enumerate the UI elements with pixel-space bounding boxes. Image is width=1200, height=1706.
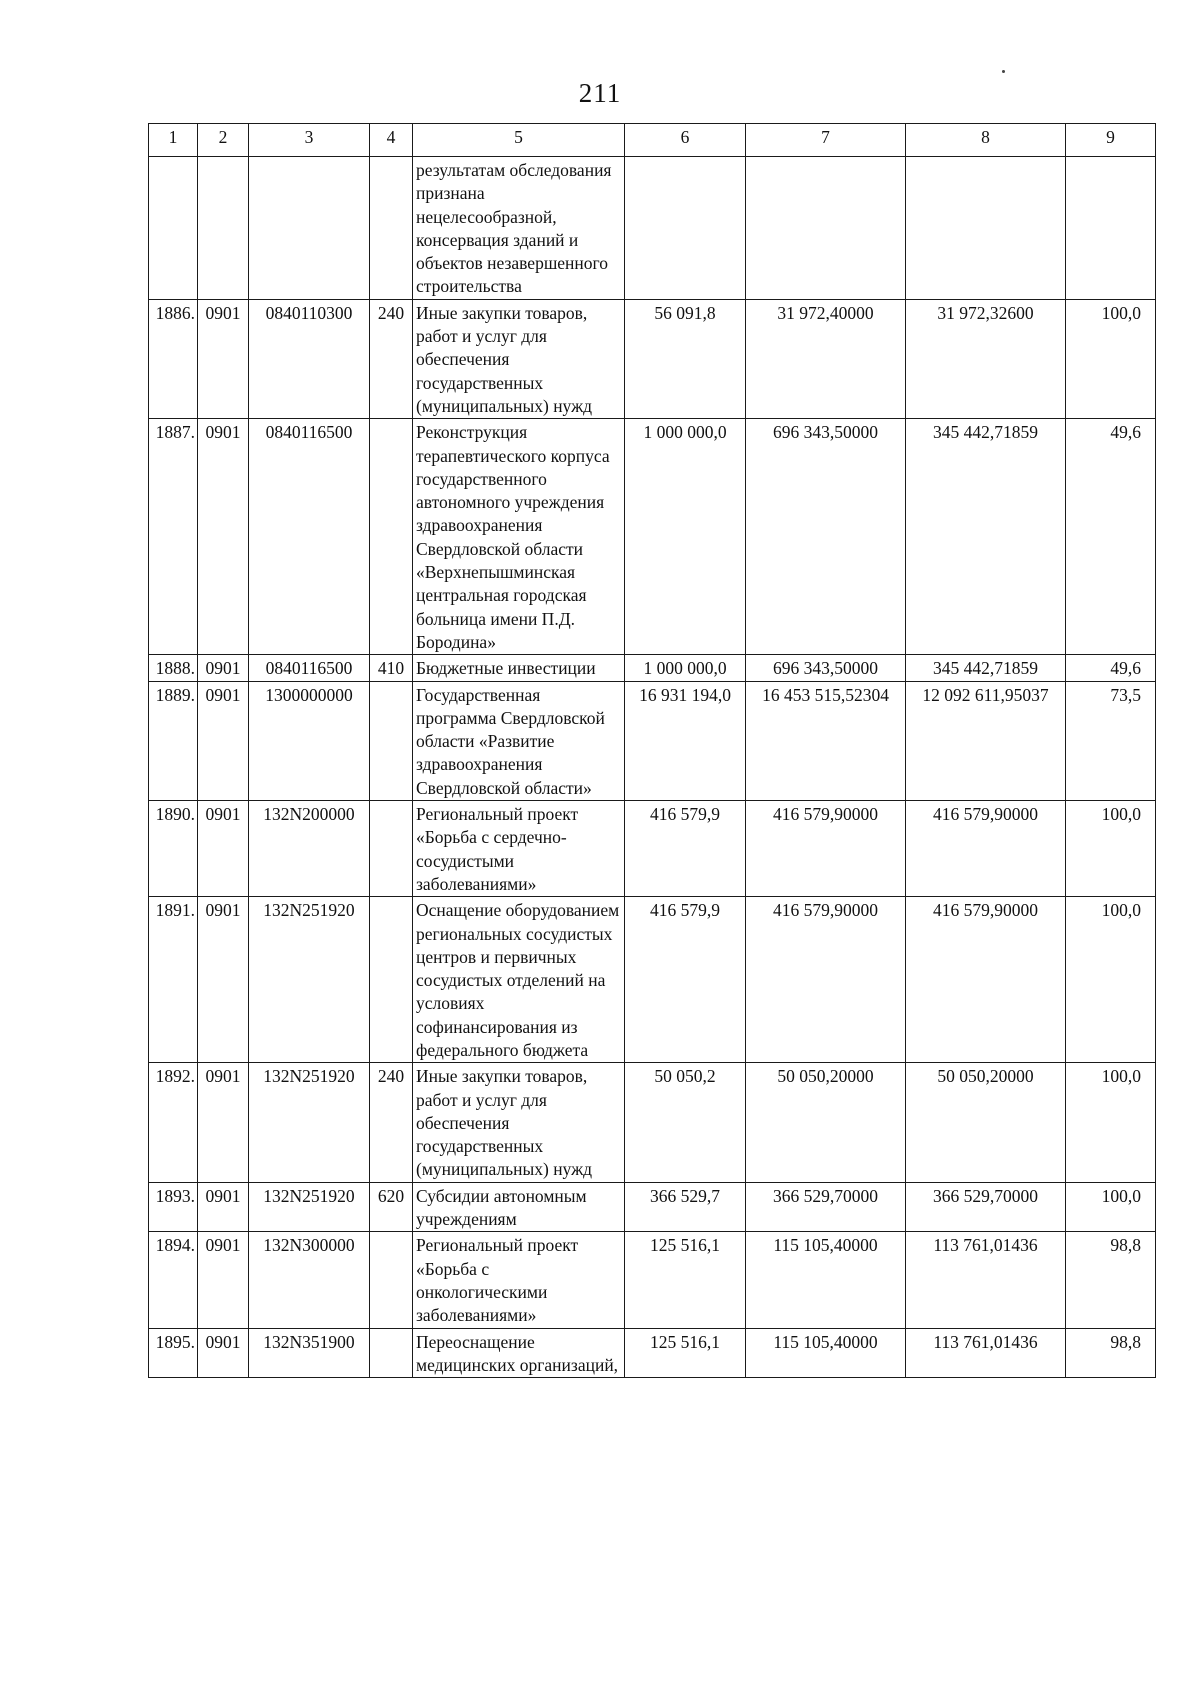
table-row xyxy=(149,157,1156,300)
percent-col9: 100,0 xyxy=(1066,299,1156,418)
value-col8: 50 050,20000 xyxy=(906,1063,1066,1182)
header-cell: 8 xyxy=(906,124,1066,157)
value-col8: 345 442,71859 xyxy=(906,419,1066,655)
item-name: Бюджетные инвестиции xyxy=(413,655,625,681)
row-number: 1888. xyxy=(149,655,198,681)
row-number xyxy=(149,157,198,300)
value-col8: 31 972,32600 xyxy=(906,299,1066,418)
value-col8: 113 761,01436 xyxy=(906,1328,1066,1378)
expense-kind xyxy=(370,419,413,655)
section-code: 0901 xyxy=(198,1232,249,1328)
item-name: Иные закупки товаров, работ и услуг для обеспечения государственных (муниципальных) нужд xyxy=(413,1063,625,1182)
item-name: Реконструкция терапевтического корпуса государственного автономного учреждения здравоохранения Свердловской области «Верхнепышминская центральная городская больница имени П.Д. Бородина» xyxy=(413,419,625,655)
table-row xyxy=(149,299,1156,418)
header-cell: 3 xyxy=(249,124,370,157)
percent-col9: 98,8 xyxy=(1066,1232,1156,1328)
value-col7: 115 105,40000 xyxy=(746,1232,906,1328)
row-number: 1895. xyxy=(149,1328,198,1378)
row-number: 1893. xyxy=(149,1182,198,1232)
value-col8: 366 529,70000 xyxy=(906,1182,1066,1232)
target-code: 0840116500 xyxy=(249,655,370,681)
value-col8: 416 579,90000 xyxy=(906,801,1066,897)
percent-col9: 100,0 xyxy=(1066,801,1156,897)
page-number: 211 xyxy=(578,78,622,108)
value-col6: 56 091,8 xyxy=(625,299,746,418)
expense-kind xyxy=(370,681,413,800)
percent-col9: 100,0 xyxy=(1066,1182,1156,1232)
section-code: 0901 xyxy=(198,1182,249,1232)
item-name: Государственная программа Свердловской области «Развитие здравоохранения Свердловской области» xyxy=(413,681,625,800)
value-col6 xyxy=(625,157,746,300)
scan-speck xyxy=(1002,70,1005,73)
percent-col9 xyxy=(1066,157,1156,300)
expense-kind xyxy=(370,801,413,897)
target-code: 1300000000 xyxy=(249,681,370,800)
table-row xyxy=(149,1232,1156,1328)
value-col6: 416 579,9 xyxy=(625,897,746,1063)
target-code: 132N200000 xyxy=(249,801,370,897)
target-code: 132N251920 xyxy=(249,1182,370,1232)
target-code: 132N300000 xyxy=(249,1232,370,1328)
section-code: 0901 xyxy=(198,897,249,1063)
value-col7: 115 105,40000 xyxy=(746,1328,906,1378)
value-col6: 1 000 000,0 xyxy=(625,419,746,655)
section-code: 0901 xyxy=(198,419,249,655)
percent-col9: 49,6 xyxy=(1066,655,1156,681)
table-row xyxy=(149,655,1156,681)
item-name: Субсидии автономным учреждениям xyxy=(413,1182,625,1232)
value-col7: 416 579,90000 xyxy=(746,897,906,1063)
target-code xyxy=(249,157,370,300)
value-col7: 16 453 515,52304 xyxy=(746,681,906,800)
expense-kind xyxy=(370,1232,413,1328)
value-col8 xyxy=(906,157,1066,300)
expense-kind: 410 xyxy=(370,655,413,681)
target-code: 132N251920 xyxy=(249,897,370,1063)
value-col8: 113 761,01436 xyxy=(906,1232,1066,1328)
section-code xyxy=(198,157,249,300)
row-number: 1886. xyxy=(149,299,198,418)
section-code: 0901 xyxy=(198,1063,249,1182)
value-col7: 416 579,90000 xyxy=(746,801,906,897)
item-name: Региональный проект «Борьба с сердечно-сосудистыми заболеваниями» xyxy=(413,801,625,897)
value-col8: 416 579,90000 xyxy=(906,897,1066,1063)
percent-col9: 73,5 xyxy=(1066,681,1156,800)
percent-col9: 100,0 xyxy=(1066,1063,1156,1182)
item-name: результатам обследования признана нецелесообразной, консервация зданий и объектов незавершенного строительства xyxy=(413,157,625,300)
value-col8: 345 442,71859 xyxy=(906,655,1066,681)
value-col7: 31 972,40000 xyxy=(746,299,906,418)
value-col7: 366 529,70000 xyxy=(746,1182,906,1232)
percent-col9: 100,0 xyxy=(1066,897,1156,1063)
value-col6: 416 579,9 xyxy=(625,801,746,897)
item-name: Переоснащение медицинских организаций, xyxy=(413,1328,625,1378)
expense-kind: 240 xyxy=(370,299,413,418)
target-code: 0840110300 xyxy=(249,299,370,418)
table-row xyxy=(149,419,1156,655)
table-row xyxy=(149,801,1156,897)
value-col6: 16 931 194,0 xyxy=(625,681,746,800)
target-code: 132N351900 xyxy=(249,1328,370,1378)
header-cell: 7 xyxy=(746,124,906,157)
section-code: 0901 xyxy=(198,681,249,800)
item-name: Оснащение оборудованием региональных сосудистых центров и первичных сосудистых отделений на условиях софинансирования из федерального бюджета xyxy=(413,897,625,1063)
row-number: 1894. xyxy=(149,1232,198,1328)
value-col6: 125 516,1 xyxy=(625,1328,746,1378)
section-code: 0901 xyxy=(198,1328,249,1378)
value-col6: 1 000 000,0 xyxy=(625,655,746,681)
row-number: 1891. xyxy=(149,897,198,1063)
value-col6: 366 529,7 xyxy=(625,1182,746,1232)
header-cell: 4 xyxy=(370,124,413,157)
value-col7: 50 050,20000 xyxy=(746,1063,906,1182)
table-row xyxy=(149,681,1156,800)
header-cell: 6 xyxy=(625,124,746,157)
expense-kind xyxy=(370,1328,413,1378)
section-code: 0901 xyxy=(198,299,249,418)
item-name: Региональный проект «Борьба с онкологическими заболеваниями» xyxy=(413,1232,625,1328)
table-row xyxy=(149,1328,1156,1378)
table-row xyxy=(149,1182,1156,1232)
target-code: 0840116500 xyxy=(249,419,370,655)
value-col7: 696 343,50000 xyxy=(746,419,906,655)
value-col6: 125 516,1 xyxy=(625,1232,746,1328)
value-col7: 696 343,50000 xyxy=(746,655,906,681)
header-cell: 2 xyxy=(198,124,249,157)
header-cell: 5 xyxy=(413,124,625,157)
row-number: 1887. xyxy=(149,419,198,655)
header-cell: 9 xyxy=(1066,124,1156,157)
value-col8: 12 092 611,95037 xyxy=(906,681,1066,800)
item-name: Иные закупки товаров, работ и услуг для обеспечения государственных (муниципальных) нужд xyxy=(413,299,625,418)
expense-kind: 620 xyxy=(370,1182,413,1232)
percent-col9: 49,6 xyxy=(1066,419,1156,655)
value-col7 xyxy=(746,157,906,300)
table-row xyxy=(149,897,1156,1063)
expense-kind xyxy=(370,157,413,300)
header-row xyxy=(149,124,1156,157)
table-row xyxy=(149,1063,1156,1182)
header-cell: 1 xyxy=(149,124,198,157)
target-code: 132N251920 xyxy=(249,1063,370,1182)
section-code: 0901 xyxy=(198,801,249,897)
expense-kind: 240 xyxy=(370,1063,413,1182)
row-number: 1890. xyxy=(149,801,198,897)
percent-col9: 98,8 xyxy=(1066,1328,1156,1378)
expense-kind xyxy=(370,897,413,1063)
row-number: 1889. xyxy=(149,681,198,800)
section-code: 0901 xyxy=(198,655,249,681)
row-number: 1892. xyxy=(149,1063,198,1182)
value-col6: 50 050,2 xyxy=(625,1063,746,1182)
budget-table xyxy=(148,123,1156,1378)
